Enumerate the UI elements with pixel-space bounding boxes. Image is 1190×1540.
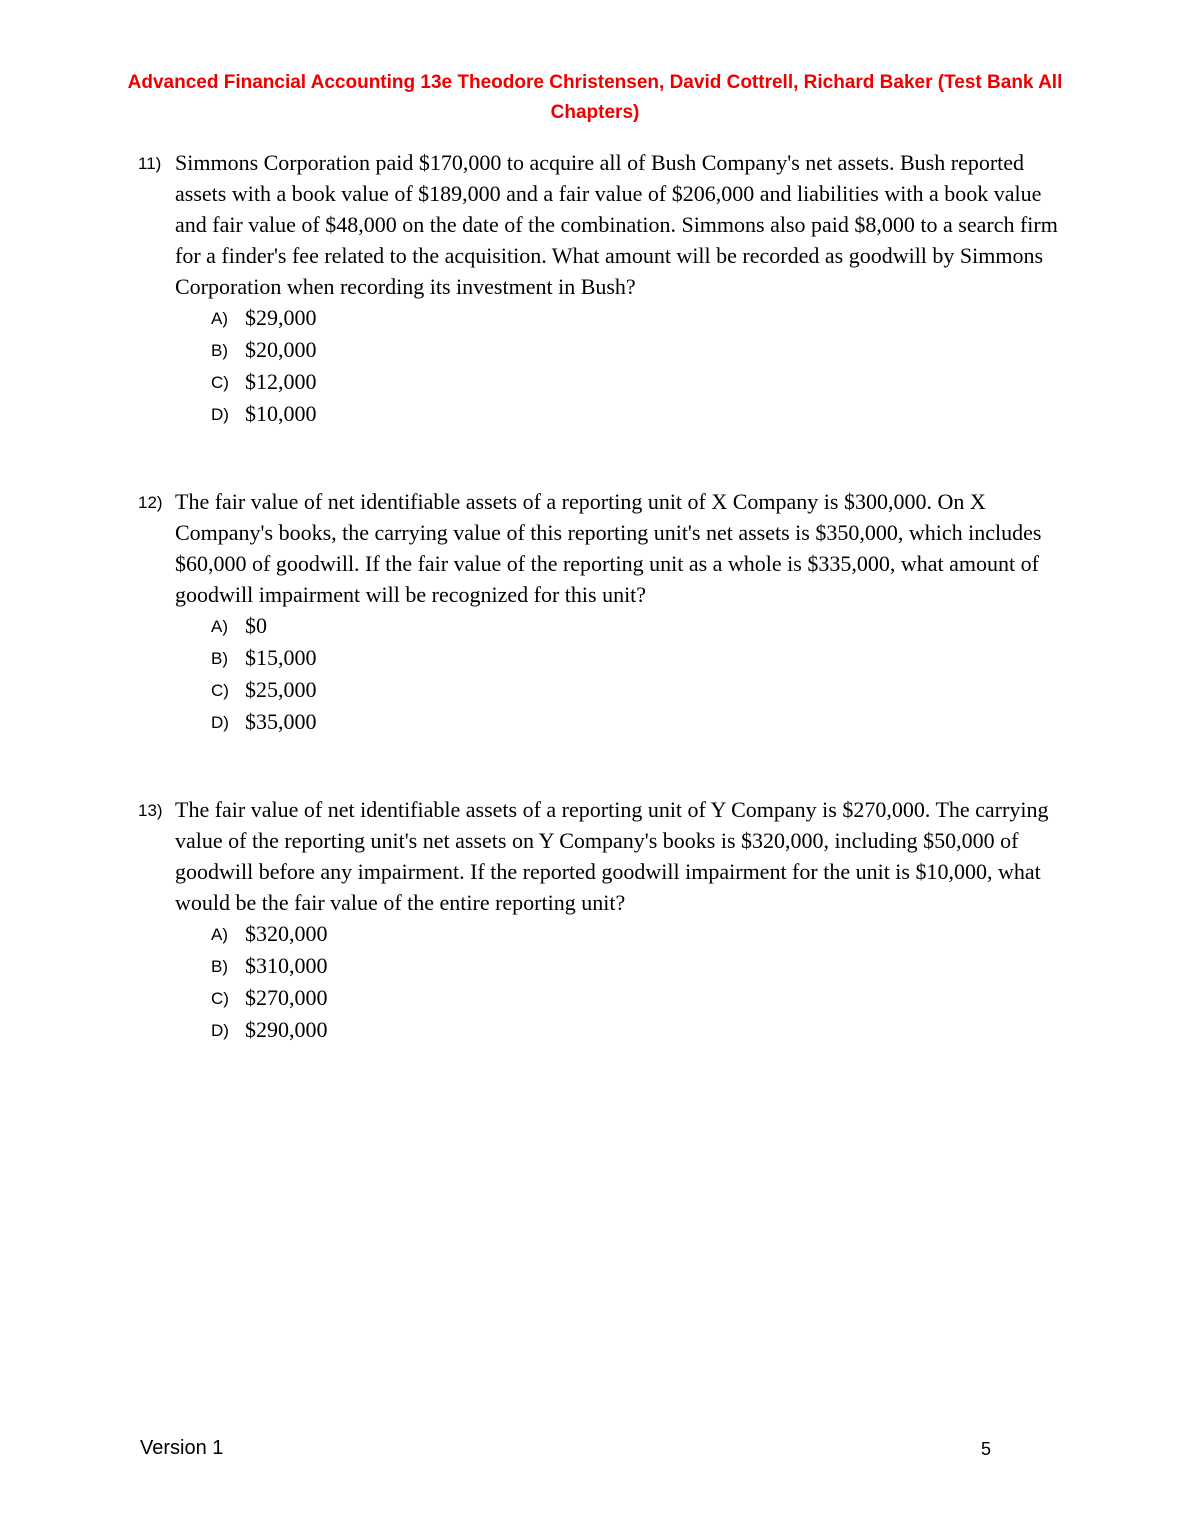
question-number: 12) xyxy=(138,493,163,512)
option-letter: A) xyxy=(211,617,228,636)
question-text: The fair value of net identifiable assets of a reporting unit of Y Company is $270,000. The carrying value of the reporting unit's net assets on Y Company's books is $320,000, including $50,000 of goodwill before any impairment. If the reported goodwill impairment for the unit is $10,000, what would be the fair value of the entire reporting unit? xyxy=(175,797,1049,915)
answer-option-a xyxy=(211,918,1058,950)
answer-option-b xyxy=(211,334,1058,366)
option-letter: C) xyxy=(211,373,229,392)
answer-option-b xyxy=(211,642,1058,674)
answer-option-b xyxy=(211,950,1058,982)
question-text: Simmons Corporation paid $170,000 to acquire all of Bush Company's net assets. Bush reported assets with a book value of $189,000 and a fair value of $206,000 and liabilities with a book value and fair value of $48,000 on the date of the combination. Simmons also paid $8,000 to a search firm for a finder's fee related to the acquisition. What amount will be recorded as goodwill by Simmons Corporation when recording its investment in Bush? xyxy=(175,150,1058,299)
answer-option-d xyxy=(211,1014,1058,1046)
answer-option-c xyxy=(211,366,1058,398)
header-title-line-2: Chapters) xyxy=(550,102,640,123)
option-letter: C) xyxy=(211,681,229,700)
answer-options xyxy=(138,918,1058,1046)
answer-option-a xyxy=(211,302,1058,334)
answer-option-a xyxy=(211,610,1058,642)
option-letter: B) xyxy=(211,957,228,976)
option-text: $10,000 xyxy=(245,401,317,426)
answer-options xyxy=(138,610,1058,738)
document-header xyxy=(120,68,1070,128)
answer-option-d xyxy=(211,706,1058,738)
answer-option-d xyxy=(211,398,1058,430)
option-letter: A) xyxy=(211,925,228,944)
option-letter: D) xyxy=(211,1021,229,1040)
question-13 xyxy=(138,794,1058,1046)
question-number: 11) xyxy=(138,154,162,173)
question-text: The fair value of net identifiable assets of a reporting unit of X Company is $300,000. On X Company's books, the carrying value of this reporting unit's net assets is $350,000, which includes $60,000 of goodwill. If the fair value of the reporting unit as a whole is $335,000, what amount of goodwill impairment will be recognized for this unit? xyxy=(175,489,1042,607)
question-12 xyxy=(138,486,1058,738)
answer-option-c xyxy=(211,674,1058,706)
question-11 xyxy=(138,147,1058,430)
option-text: $35,000 xyxy=(245,709,317,734)
option-text: $12,000 xyxy=(245,369,317,394)
footer-version: Version 1 xyxy=(140,1437,224,1459)
answer-option-c xyxy=(211,982,1058,1014)
option-text: $310,000 xyxy=(245,953,328,978)
footer-page-number: 5 xyxy=(981,1439,992,1459)
question-number: 13) xyxy=(138,801,163,820)
option-letter: B) xyxy=(211,341,228,360)
option-text: $25,000 xyxy=(245,677,317,702)
answer-options xyxy=(138,302,1058,430)
option-text: $20,000 xyxy=(245,337,317,362)
option-text: $15,000 xyxy=(245,645,317,670)
option-letter: D) xyxy=(211,713,229,732)
option-letter: C) xyxy=(211,989,229,1008)
option-letter: A) xyxy=(211,309,228,328)
option-text: $29,000 xyxy=(245,305,317,330)
option-letter: D) xyxy=(211,405,229,424)
option-text: $320,000 xyxy=(245,921,328,946)
option-text: $0 xyxy=(245,613,267,638)
option-text: $290,000 xyxy=(245,1017,328,1042)
option-text: $270,000 xyxy=(245,985,328,1010)
header-title-line-1: Advanced Financial Accounting 13e Theodore Christensen, David Cottrell, Richard Baker (Test Bank All xyxy=(127,72,1063,93)
option-letter: B) xyxy=(211,649,228,668)
